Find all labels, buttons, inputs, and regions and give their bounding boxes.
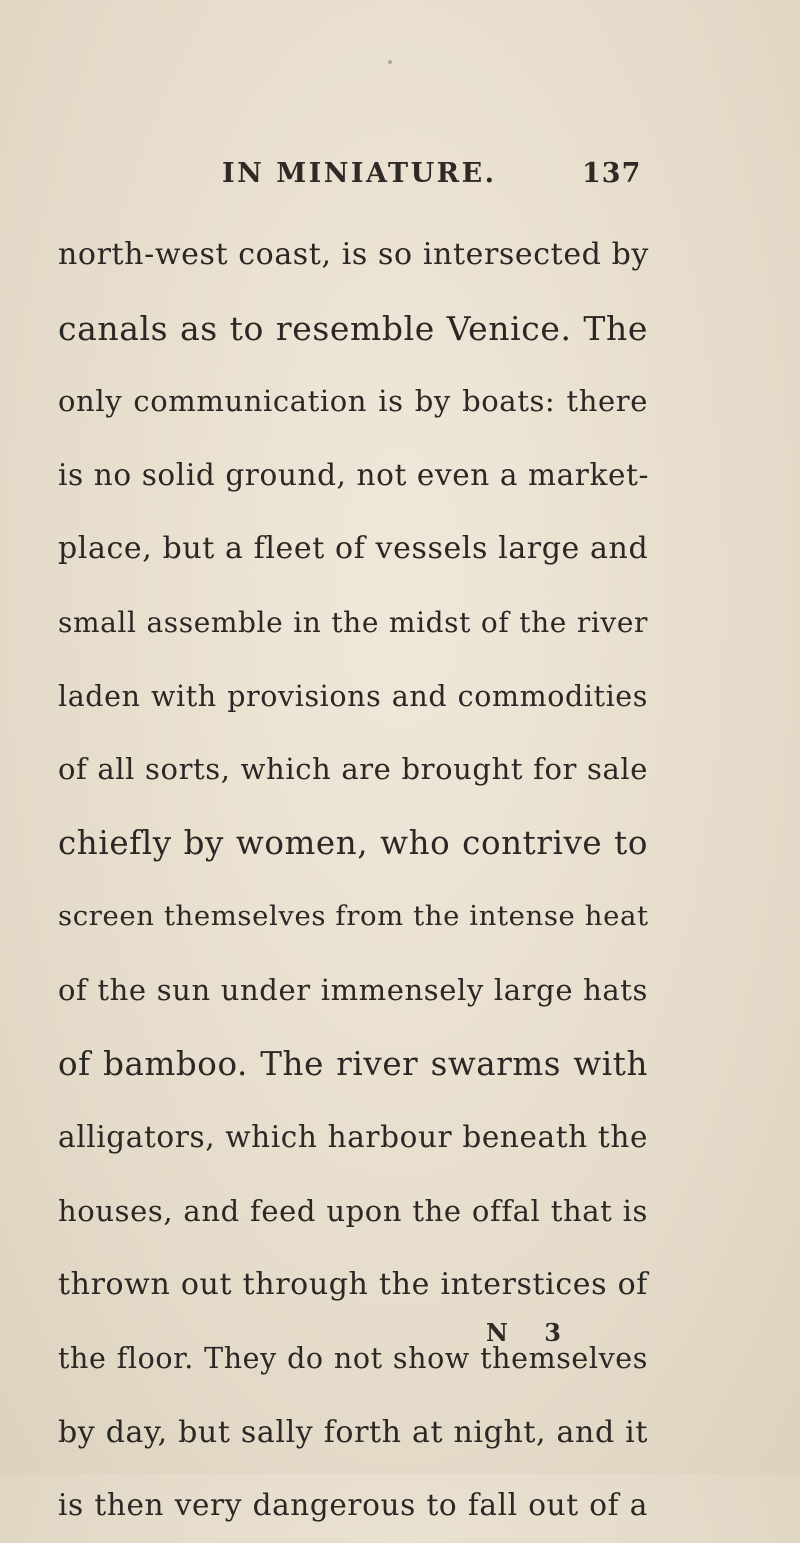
text-line: small assemble in the midst of the river xyxy=(58,605,648,639)
text-line: place, but a fleet of vessels large and xyxy=(58,531,649,567)
text-line: chiefly by women, who contrive to xyxy=(58,823,648,862)
text-line: houses, and feed upon the offal that is xyxy=(58,1193,648,1228)
text-line: canals as to resemble Venice. The xyxy=(58,308,648,348)
running-head xyxy=(0,158,800,198)
text-line: screen themselves from the intense heat xyxy=(58,900,649,933)
text-line: thrown out through the interstices of xyxy=(58,1267,648,1303)
text-line: of bamboo. The river swarms with xyxy=(58,1044,648,1083)
text-line: alligators, which harbour beneath the xyxy=(58,1120,648,1155)
text-line: north-west coast, is so intersected by xyxy=(58,237,649,272)
text-line: the floor. They do not show themselves xyxy=(58,1341,648,1375)
text-line: of all sorts, which are brought for sale xyxy=(58,752,648,787)
page-number: 137 xyxy=(582,158,642,189)
text-line: is then very dangerous to fall out of a xyxy=(58,1488,648,1523)
text-line: by day, but sally forth at night, and it xyxy=(58,1414,648,1450)
paper-speck xyxy=(388,60,392,64)
running-title: IN MINIATURE. xyxy=(222,158,497,189)
text-line: is no solid ground, not even a market- xyxy=(58,457,650,492)
text-line: only communication is by boats: there xyxy=(58,384,648,419)
text-line: laden with provisions and commodities xyxy=(58,679,648,713)
signature-mark: N 3 xyxy=(486,1318,575,1347)
text-line: of the sun under immensely large hats xyxy=(58,972,648,1007)
